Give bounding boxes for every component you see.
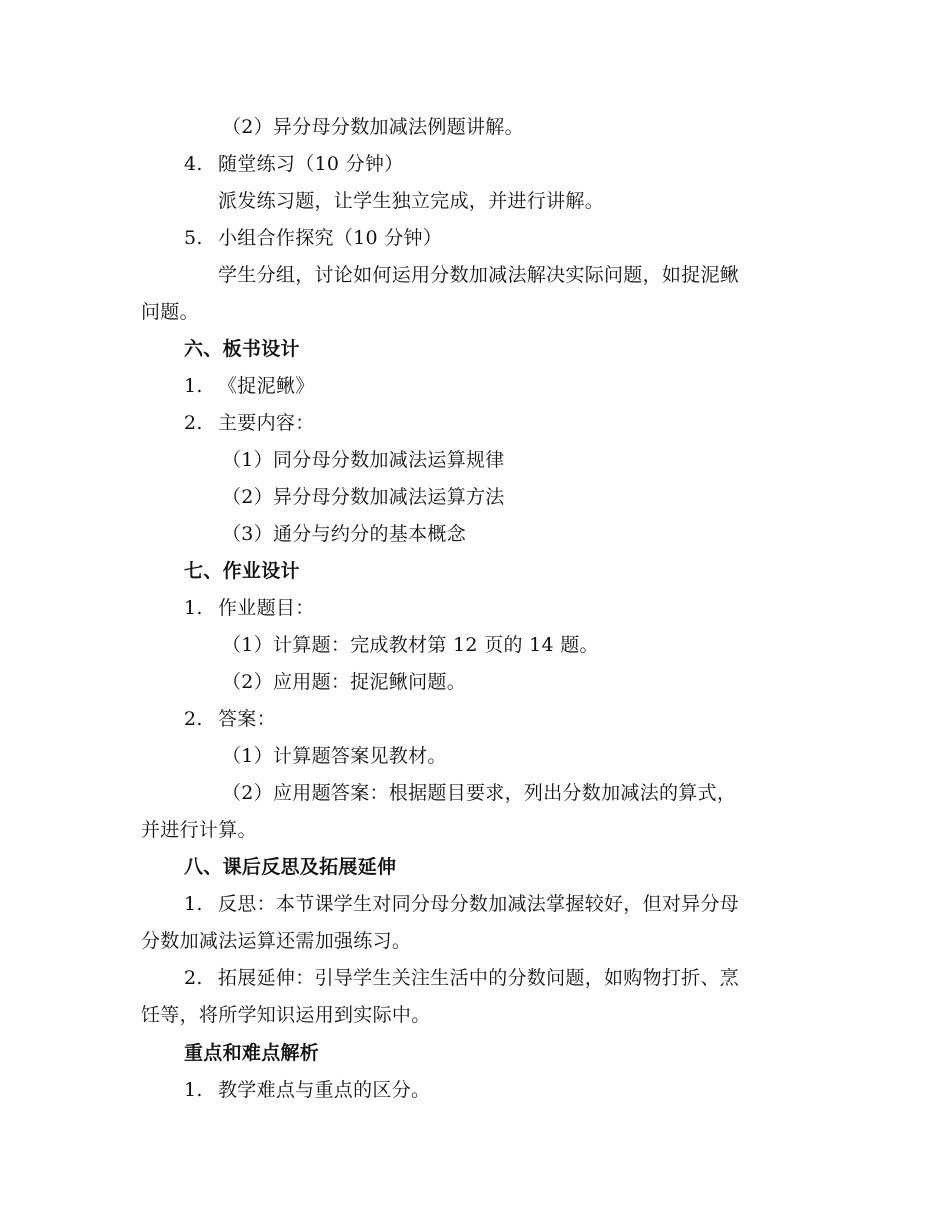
paragraph-line: 饪等，将所学知识运用到实际中。 [141,1004,431,1026]
list-number: 1. [184,597,203,619]
paragraph-line: 分数加减法运算还需加强练习。 [141,930,412,952]
list-item: 5. 小组合作探究（10 分钟） [184,227,443,249]
sub-item: （3）通分与约分的基本概念 [222,523,466,545]
text-line: （2）异分母分数加减法例题讲解。 [222,116,524,138]
list-number: 4. [184,153,203,175]
paragraph-line: 并进行计算。 [141,819,257,841]
sub-item: （2）异分母分数加减法运算方法 [222,486,505,508]
list-item: 1. 反思：本节课学生对同分母分数加减法掌握较好，但对异分母 [184,893,740,915]
list-number: 2. [184,708,203,730]
section-heading: 重点和难点解析 [184,1042,320,1064]
paragraph-line: 问题。 [141,301,199,323]
sub-item: （1）同分母分数加减法运算规律 [222,449,505,471]
list-item: 1. 《捉泥鳅》 [184,375,315,397]
list-item: 2. 拓展延伸：引导学生关注生活中的分数问题，如购物打折、烹 [184,967,740,989]
text-line: 派发练习题，让学生独立完成，并进行讲解。 [218,190,605,212]
section-heading: 八、课后反思及拓展延伸 [184,856,397,878]
list-item: 1. 作业题目： [184,597,315,619]
list-item: 4. 随堂练习（10 分钟） [184,153,404,175]
list-number: 1. [184,893,203,915]
section-heading: 六、板书设计 [184,338,300,360]
sub-item: （2）应用题答案：根据题目要求，列出分数加减法的算式， [222,782,737,804]
list-item: 2. 答案： [184,708,276,730]
sub-item: （1）计算题：完成教材第 12 页的 14 题。 [222,634,599,656]
section-heading: 七、作业设计 [184,560,300,582]
list-number: 5. [184,227,203,249]
list-item: 2. 主要内容： [184,412,315,434]
list-number: 1. [184,1079,203,1101]
list-number: 2. [184,412,203,434]
sub-item: （2）应用题：捉泥鳅问题。 [222,671,466,693]
sub-item: （1）计算题答案见教材。 [222,745,447,767]
paragraph-line: 学生分组，讨论如何运用分数加减法解决实际问题，如捉泥鳅 [218,264,740,286]
list-number: 2. [184,967,203,989]
list-item: 1. 教学难点与重点的区分。 [184,1079,431,1101]
list-number: 1. [184,375,203,397]
